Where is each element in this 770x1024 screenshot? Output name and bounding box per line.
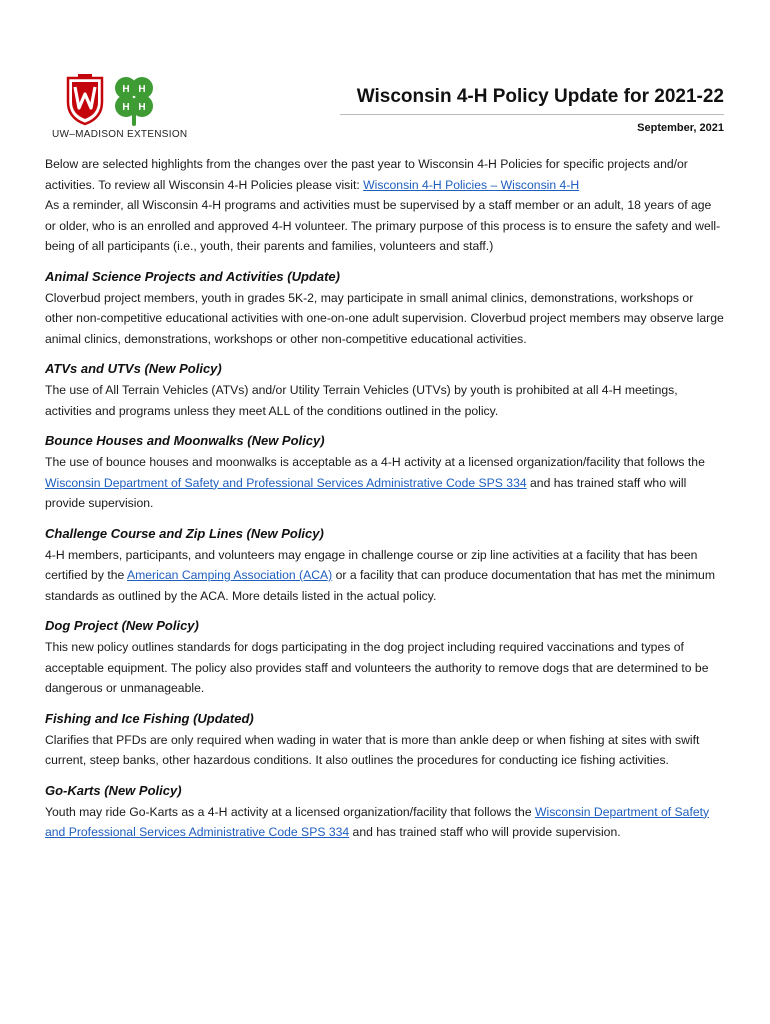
section-body-atv: The use of All Terrain Vehicles (ATVs) and/or Utility Terrain Vehicles (UTVs) by youth is prohibited at all 4-H meetings, activities and programs unless they meet ALL of the conditions outlined in the policy. bbox=[45, 383, 678, 418]
section-heading-fishing: Fishing and Ice Fishing (Updated) bbox=[45, 710, 254, 726]
sps334-link-gokarts[interactable]: Wisconsin Department of Safety and Professional Services Administrative Code SPS 334 bbox=[45, 804, 710, 839]
svg-text:H: H bbox=[138, 102, 146, 113]
logo-caption: UW–MADISON EXTENSION bbox=[52, 129, 188, 140]
document-date: September, 2021 bbox=[637, 122, 724, 134]
uw-crest-logo bbox=[64, 74, 106, 126]
section-heading-animal: Animal Science Projects and Activities (Update) bbox=[45, 268, 340, 284]
four-h-clover-logo bbox=[108, 72, 160, 128]
svg-text:H: H bbox=[122, 84, 130, 95]
supervision-paragraph: As a reminder, all Wisconsin 4-H programs and activities must be supervised by a staff member or an adult, 18 years of age or older, who is an enrolled and approved 4-H volunteer. The primary purpose of this process is to ensure the safety and well-being of all participants (i.e., youth, their parents and families, volunteers and staff.) bbox=[45, 198, 721, 253]
sps334-link-bounce[interactable]: Wisconsin Department of Safety and Professional Services Administrative Code SPS 334 bbox=[45, 475, 527, 490]
title-divider bbox=[340, 114, 724, 115]
aca-link[interactable]: American Camping Association (ACA) bbox=[126, 568, 333, 582]
section-body-dog: This new policy outlines standards for dogs participating in the dog project including required vaccinations and types of acceptable equipment. The policy also provides staff and volunteers the authority to remove dogs that are determined to be dangerous or unmanageable. bbox=[45, 640, 709, 695]
document-body bbox=[45, 154, 724, 843]
section-heading-atv: ATVs and UTVs (New Policy) bbox=[45, 361, 222, 376]
svg-text:H: H bbox=[122, 102, 130, 113]
section-heading-gokarts: Go-Karts (New Policy) bbox=[45, 782, 182, 798]
svg-text:H: H bbox=[138, 84, 146, 95]
section-body-bounce: The use of bounce houses and moonwalks is acceptable as a 4-H activity at a licensed organization/facility that follows the Wisconsin Department of Safety and Professional Services Administrative Code SPS 334 and has trained staff who will provide supervision. bbox=[45, 455, 705, 510]
section-body-fishing: Clarifies that PFDs are only required when wading in water that is more than ankle deep or when fishing at sites with swift current, steep banks, other hazardous conditions. It also outlines the procedures for conducting ice fishing activities. bbox=[45, 732, 700, 767]
section-heading-dog: Dog Project (New Policy) bbox=[45, 618, 199, 633]
intro-paragraph: Below are selected highlights from the changes over the past year to Wisconsin 4-H Policies for specific projects and/or activities. To review all Wisconsin 4-H Policies please visit: Wisconsin 4-H Policies – Wisconsin 4-H bbox=[45, 157, 688, 192]
policies-link[interactable]: Wisconsin 4-H Policies – Wisconsin 4-H bbox=[363, 177, 580, 192]
section-body-challenge: 4-H members, participants, and volunteers may engage in challenge course or zip line activities at a facility that has been certified by the American Camping Association (ACA) or a facility that can produce documentation that has met the minimum standards as outlined by the ACA. More details listed in the actual policy. bbox=[45, 547, 715, 603]
section-heading-bounce: Bounce Houses and Moonwalks (New Policy) bbox=[45, 433, 325, 448]
section-body-gokarts: Youth may ride Go-Karts as a 4-H activity at a licensed organization/facility that follows the Wisconsin Department of Safety and Professional Services Administrative Code SPS 334 and has trained staff who will provide supervision. bbox=[45, 804, 710, 839]
page-title: Wisconsin 4-H Policy Update for 2021-22 bbox=[356, 86, 724, 107]
section-body-animal: Cloverbud project members, youth in grades 5K-2, may participate in small animal clinics, demonstrations, workshops or other non-competitive educational activities with one-on-one adult supervision. Cloverbud project members may observe large animal clinics, demonstrations, workshops or other non-competitive educational activities. bbox=[45, 290, 724, 346]
section-heading-challenge: Challenge Course and Zip Lines (New Policy) bbox=[45, 525, 324, 541]
